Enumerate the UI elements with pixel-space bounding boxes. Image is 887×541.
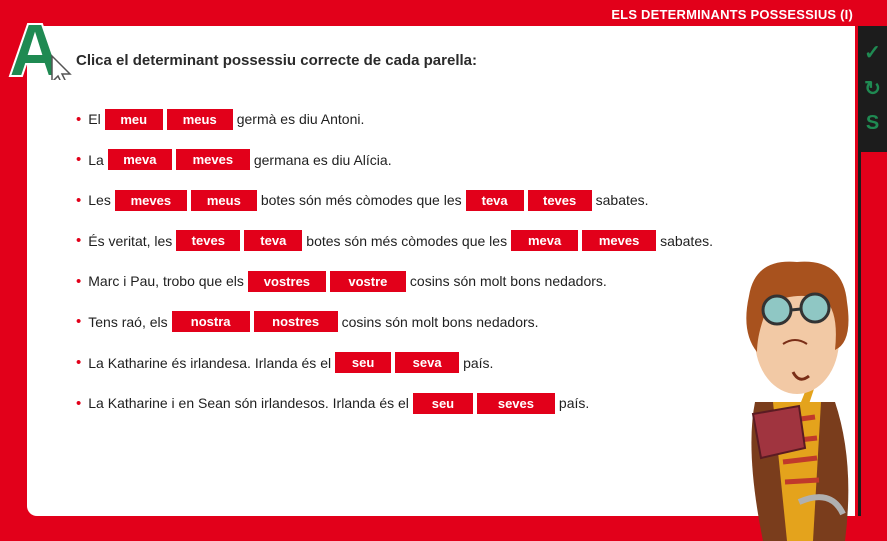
sentence-text: botes són més còmodes que les <box>306 232 508 249</box>
exercise-row <box>76 350 717 376</box>
option-button[interactable]: teva <box>466 190 524 211</box>
sentence-text: La <box>88 151 104 168</box>
sentence-text: sabates. <box>595 192 649 209</box>
sentence-text: sabates. <box>660 232 714 249</box>
bullet-icon: • <box>76 151 82 169</box>
sentence-text: Marc i Pau, trobo que els <box>88 273 244 290</box>
option-button[interactable]: meu <box>105 109 163 130</box>
sentence-text: És veritat, les <box>88 232 173 249</box>
option-button[interactable]: meus <box>167 109 233 130</box>
sentence-text: Les <box>88 192 111 209</box>
exercise-list <box>76 106 717 431</box>
option-button[interactable]: vostre <box>330 271 406 292</box>
bullet-icon: • <box>76 232 82 250</box>
option-button[interactable]: seu <box>335 352 391 373</box>
bullet-icon: • <box>76 354 82 372</box>
exercise-row <box>76 147 717 173</box>
option-button[interactable]: meva <box>511 230 578 251</box>
mascot-illustration <box>735 252 860 541</box>
exercise-row <box>76 106 717 132</box>
option-button[interactable]: teva <box>244 230 302 251</box>
header-title: ELS DETERMINANTS POSSESSIUS (I) <box>611 7 853 22</box>
option-button[interactable]: teves <box>528 190 592 211</box>
option-button[interactable]: meves <box>176 149 250 170</box>
exercise-row <box>76 268 717 294</box>
reload-icon[interactable]: ↻ <box>864 78 881 100</box>
option-button[interactable]: seves <box>477 393 555 414</box>
exit-icon[interactable]: S <box>865 112 880 134</box>
check-icon[interactable]: ✓ <box>864 42 881 64</box>
bullet-icon: • <box>76 272 82 290</box>
instruction-text: Clica el determinant possessiu correcte de cada parella: <box>76 52 478 69</box>
sentence-text: La Katharine és irlandesa. Irlanda és el <box>88 354 332 371</box>
option-button[interactable]: nostra <box>172 311 250 332</box>
option-button[interactable]: vostres <box>248 271 326 292</box>
exercise-row <box>76 187 717 213</box>
sentence-text: germà es diu Antoni. <box>236 111 365 127</box>
sentence-text: El <box>88 111 101 127</box>
option-button[interactable]: nostres <box>254 311 338 332</box>
exercise-row <box>76 228 717 254</box>
bullet-icon: • <box>76 394 82 412</box>
sentence-text: La Katharine i en Sean són irlandesos. Irlanda és el <box>88 395 409 412</box>
exercise-row <box>76 309 717 335</box>
sentence-text: botes són més còmodes que les <box>260 192 462 209</box>
option-button[interactable]: meus <box>191 190 257 211</box>
sentence-text: germana es diu Alícia. <box>253 151 392 168</box>
sentence-text: país. <box>463 354 494 371</box>
sidebar <box>858 26 887 152</box>
bullet-icon: • <box>76 191 82 209</box>
option-button[interactable]: seu <box>413 393 473 414</box>
option-button[interactable]: meves <box>115 190 187 211</box>
exercise-row <box>76 390 717 416</box>
bullet-icon: • <box>76 110 82 128</box>
sentence-text: cosins són molt bons nedadors. <box>409 273 607 290</box>
sentence-text: cosins són molt bons nedadors. <box>341 313 539 330</box>
option-button[interactable]: seva <box>395 352 459 373</box>
option-button[interactable]: meva <box>108 149 172 170</box>
sentence-text: país. <box>558 395 590 412</box>
sentence-text: Tens raó, els <box>88 313 168 330</box>
option-button[interactable]: teves <box>176 230 240 251</box>
bullet-icon: • <box>76 313 82 331</box>
option-button[interactable]: meves <box>582 230 656 251</box>
app-logo <box>6 18 74 80</box>
